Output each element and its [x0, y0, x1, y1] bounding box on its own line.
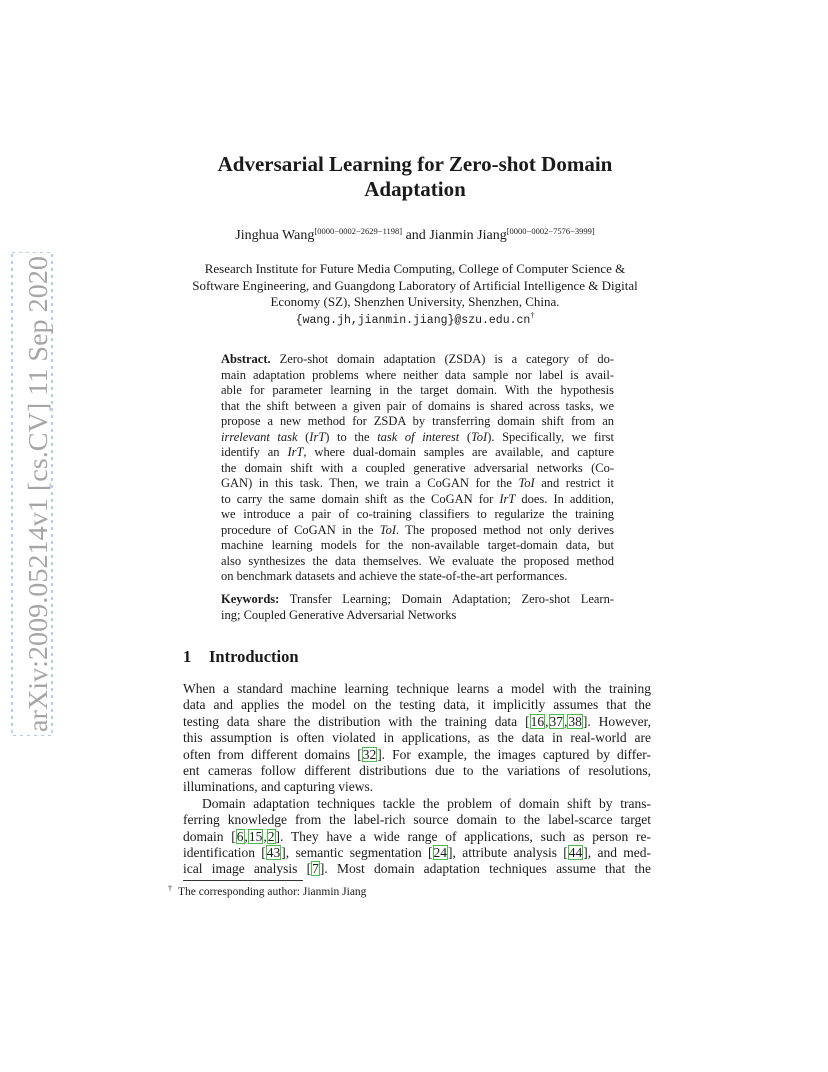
body-text-run: ical image analysis [	[183, 861, 312, 877]
abstract-text: ) to the	[325, 429, 378, 444]
citation-link[interactable]: 24	[433, 845, 448, 861]
keywords	[221, 592, 614, 623]
affiliation-line-1: Research Institute for Future Media Computing, College of Computer Science &	[204, 261, 626, 276]
abstract-italic: ToI	[379, 522, 396, 537]
section-title: Introduction	[209, 647, 299, 666]
body-line: this assumption is often violated in applications, as the data in real-world are	[183, 730, 651, 746]
abstract-text: (	[297, 429, 310, 444]
abstract-text: ). Specifically, we first	[487, 429, 614, 444]
author-list	[130, 228, 700, 244]
author-conjunction: and	[402, 228, 430, 243]
body-text-run: ], attribute analysis [	[448, 845, 568, 861]
keywords-text: ing; Coupled Generative Adversarial Networks	[221, 607, 457, 622]
citation-link[interactable]: 16	[530, 713, 545, 729]
abstract-line: propose a new method for ZSDA by transferring domain shift from an	[221, 414, 614, 428]
citation-link[interactable]: 7	[312, 861, 319, 877]
body-text-run: ]. They have a wide range of applications, such as person re-	[275, 828, 651, 844]
keywords-text: Transfer Learning; Domain Adaptation; Zero-shot Learn-	[289, 592, 615, 606]
abstract-line: we introduce a pair of co-training classifiers to regularize the training	[221, 507, 614, 521]
citation-link[interactable]: 15	[248, 828, 263, 844]
title-line-1: Adversarial Learning for Zero-shot Domain	[217, 152, 613, 176]
abstract-text: . The proposed method not only derives	[395, 522, 614, 537]
abstract-line: able for parameter learning in the target domain. With the hypothesis	[221, 383, 614, 397]
arxiv-stamp[interactable]	[5, 252, 75, 736]
abstract-line: also synthesizes the data themselves. We evaluate the proposed method	[221, 553, 614, 568]
title-line-2: Adaptation	[364, 177, 466, 201]
footnote-rule	[183, 880, 303, 881]
dagger-mark[interactable]: †	[530, 310, 535, 320]
body-line: illuminations, and capturing views.	[183, 779, 374, 795]
author-2-orcid[interactable]: [0000−0002−7576−3999]	[506, 226, 595, 236]
abstract	[221, 352, 614, 585]
abstract-text: , where dual-domain samples are available, and capture	[303, 445, 614, 459]
abstract-text: to carry the same domain shift as the CoGAN for	[221, 491, 500, 506]
abstract-line: that the shift between a given pair of domains is shared across tasks, we	[221, 398, 614, 413]
arxiv-stamp-text: arXiv:2009.05214v1 [cs.CV] 11 Sep 2020	[23, 275, 53, 732]
author-1-orcid[interactable]: [0000−0002−2629−1198]	[314, 226, 403, 236]
abstract-italic: ToI	[471, 429, 488, 444]
citation-link[interactable]: 37	[549, 713, 563, 729]
abstract-text: identify an	[221, 445, 288, 459]
affiliation-line-2: Software Engineering, and Guangdong Laboratory of Artificial Intelligence & Digital	[192, 277, 638, 293]
abstract-line: Zero-shot domain adaptation (ZSDA) is a category of do-	[279, 352, 614, 366]
abstract-italic: task of interest	[377, 429, 460, 444]
abstract-italic: IrT	[287, 445, 304, 459]
footnote-marker: †	[168, 884, 172, 893]
affiliation	[150, 261, 680, 329]
body-text: When a standard machine learning technique learns a model with the training data and applies the model on the testing data, it implicitly assumes that the testing data share the distribution with the training data [16,37,38]. However, this assumption is often violated in applications, as the data in real-world are often from different domains [32]. For example, the images captured by differ- ent cameras follow different distributions due to the variations of resolutions, illuminations, and capturing views. Domain adaptation techniques tackle the problem of domain shift by trans- ferring knowledge from the label-rich source domain to the label-scarce target domain [6,15,2]. They have a wide range of applications, such as person re- identification [43], semantic segmentation [24], attribute analysis [44], and med- ical image analysis [7]. Most domain adaptation techniques assume that the	[183, 681, 651, 877]
citation-link[interactable]: 32	[362, 746, 377, 762]
body-text-run: often from different domains [	[183, 746, 362, 762]
abstract-line: main adaptation problems where neither data sample nor label is avail-	[221, 367, 614, 382]
body-text-run: ], and med-	[583, 845, 651, 861]
body-text-run: ]. For example, the images captured by differ-	[377, 746, 651, 762]
section-heading	[183, 647, 299, 667]
abstract-text: GAN) in this task. Then, we train a CoGAN for the	[221, 476, 512, 490]
section-number: 1	[183, 647, 192, 666]
footnote	[168, 886, 366, 898]
author-2-name: Jianmin Jiang	[429, 228, 507, 243]
body-text-run: domain [	[183, 828, 236, 844]
author-1-name: Jinghua Wang	[235, 228, 315, 243]
abstract-text: and restrict it	[541, 476, 614, 490]
body-line: Domain adaptation techniques tackle the problem of domain shift by trans-	[202, 795, 651, 811]
body-text-run: ], semantic segmentation [	[281, 845, 433, 861]
citation-link[interactable]: 44	[568, 845, 583, 861]
abstract-italic: ToI	[518, 476, 535, 490]
citation-link[interactable]: 43	[266, 845, 281, 861]
abstract-italic: IrT	[499, 491, 516, 506]
abstract-italic: IrT	[309, 429, 326, 444]
body-text-run: identification [	[183, 845, 266, 861]
body-text-run: ]. However,	[582, 713, 651, 729]
citation-link[interactable]: 2	[267, 828, 275, 844]
body-text-run: testing data share the distribution with the training data [	[183, 713, 530, 729]
footnote-text: The corresponding author: Jianmin Jiang	[178, 886, 367, 898]
citation-link[interactable]: 6	[236, 828, 244, 844]
body-line: ent cameras follow different distributions due to the variations of resolutions,	[183, 763, 651, 779]
abstract-text: (	[459, 429, 471, 444]
body-line: ferring knowledge from the label-rich source domain to the label-scarce target	[183, 812, 651, 828]
abstract-line: the domain shift with a coupled generative adversarial networks (Co-	[221, 460, 614, 475]
abstract-line: on benchmark datasets and achieve the state-of-the-art performances.	[221, 569, 568, 583]
paper-title	[150, 152, 680, 202]
body-text-run: ]. Most domain adaptation techniques assume that the	[319, 861, 651, 877]
keywords-label: Keywords:	[221, 592, 280, 606]
abstract-line: machine learning models for the non-available target-domain data, but	[221, 538, 614, 552]
abstract-text: does. In addition,	[515, 491, 614, 506]
abstract-text: procedure of CoGAN in the	[221, 522, 380, 537]
arxiv-stamp-graphic	[5, 252, 75, 736]
abstract-label: Abstract.	[221, 352, 271, 366]
author-email[interactable]: {wang.jh,jianmin.jiang}@szu.edu.cn	[295, 313, 531, 327]
citation-link[interactable]: 38	[568, 713, 582, 729]
body-line: data and applies the model on the testing data, it implicitly assumes that the	[183, 697, 651, 713]
affiliation-line-3: Economy (SZ), Shenzhen University, Shenzhen, China.	[270, 294, 560, 309]
abstract-italic: irrelevant task	[221, 429, 298, 444]
body-line: When a standard machine learning technique learns a model with the training	[183, 681, 651, 696]
